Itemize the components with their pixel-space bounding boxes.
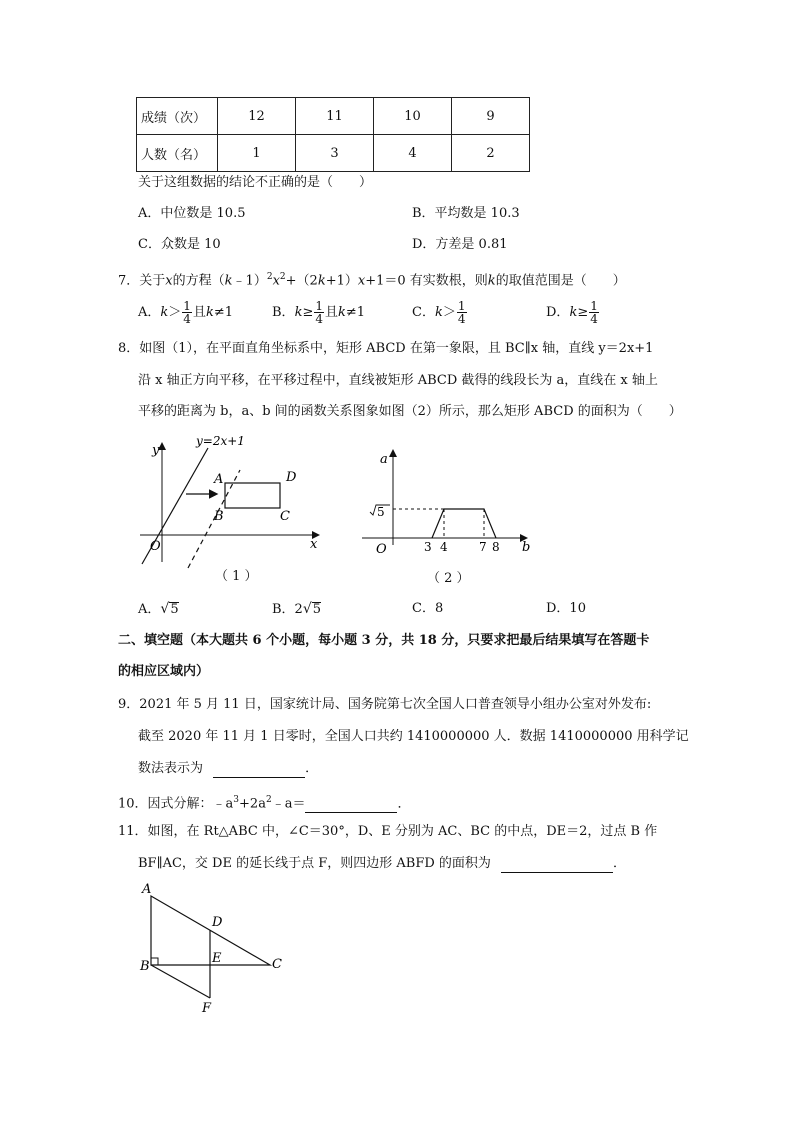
label-a: A — [142, 882, 152, 897]
table-cell: 4 — [374, 135, 452, 172]
q9-line-1: 9．2021 年 5 月 11 日，国家统计局、国务院第七次全国人口普查领导小组办公室对外发布: — [118, 697, 652, 712]
section-2-title-cont: 的相应区域内） — [118, 664, 210, 679]
q8-figure-1 — [130, 430, 330, 590]
label-d: D — [286, 470, 297, 485]
q6-option-c: C．众数是 10 — [138, 237, 221, 252]
answer-blank-q10[interactable] — [305, 798, 397, 813]
label-b: b — [522, 540, 531, 555]
q11-line-2: BF∥AC，交 DE 的延长线于点 F，则四边形 ABFD 的面积为 ． — [138, 856, 627, 871]
q7-stem: 7．关于x的方程$(k﹣1)^2x^2+(2k+1)x+1=0$ 有实数根，则k的取值范围是（ ） — [118, 272, 626, 289]
answer-blank-q11[interactable] — [501, 858, 613, 873]
tick-8: 8 — [492, 540, 500, 554]
label-c: C — [280, 509, 290, 524]
label-origin: O — [376, 542, 387, 557]
q6-stem: 关于这组数据的结论不正确的是（ ） — [138, 175, 373, 190]
q8-option-a: A．√5 — [138, 601, 179, 617]
label-line: y=2x+1 — [196, 434, 245, 448]
label-b: B — [214, 509, 224, 524]
table-cell: 12 — [218, 98, 296, 135]
q7-option-c: C．k＞ $\frac{1}{4}$ — [412, 299, 466, 326]
rectangle-abcd — [225, 483, 280, 508]
q7-number: 7． — [118, 273, 140, 289]
table-row — [137, 135, 530, 172]
q6-option-b: B．平均数是 10.3 — [412, 206, 520, 221]
label-y: y — [152, 443, 160, 458]
label-e: E — [212, 951, 222, 966]
table-header-score: 成绩（次） — [137, 98, 218, 135]
q8-option-b: B．2√5 — [272, 601, 322, 617]
q8-line-2: 沿 x 轴正方向平移，在平移过程中，直线被矩形 ABCD 截得的线段长为 a，直线在 x 轴上 — [138, 373, 658, 388]
q11-figure — [130, 880, 290, 1015]
q8-figure-2 — [360, 445, 540, 565]
q9-line-2: 截至 2020 年 11 月 1 日零时，全国人口共约 1410000000 人．数据 1410000000 用科学记 — [138, 729, 689, 744]
q6-option-a: A．中位数是 10.5 — [138, 206, 246, 221]
label-x: x — [310, 537, 318, 552]
label-d: D — [212, 915, 223, 930]
q8-option-c: C．8 — [412, 601, 444, 616]
label-origin: O — [150, 539, 161, 554]
q8-line-3: 平移的距离为 b，a、b 间的函数关系图象如图（2）所示，那么矩形 ABCD 的面积为（ ） — [138, 404, 682, 419]
q7-option-d: D．k≥ $\frac{1}{4}$ — [546, 299, 598, 326]
table-cell: 11 — [296, 98, 374, 135]
tick-7: 7 — [479, 540, 487, 554]
table-cell: 2 — [452, 135, 530, 172]
fig1-caption: （ 1 ） — [215, 569, 258, 584]
label-a: A — [214, 472, 224, 487]
score-table — [136, 97, 530, 172]
q10-stem: 10．因式分解：$﹣a^3+2a^2﹣a=$ ． — [118, 795, 411, 812]
tick-sqrt5: 5 — [377, 505, 385, 519]
q7-option-a: A．k＞ $\frac{1}{4}$ 且k≠1 — [138, 299, 234, 326]
right-angle-icon — [151, 958, 158, 965]
label-c: C — [272, 957, 282, 972]
q8-option-d: D．10 — [546, 601, 586, 616]
fig2-caption: （ 2 ） — [427, 571, 470, 586]
function-graph — [432, 509, 496, 538]
table-header-count: 人数（名） — [137, 135, 218, 172]
label-a: a — [380, 452, 388, 467]
q7-option-b: B．k≥ $\frac{1}{4}$ 且k≠1 — [272, 299, 366, 326]
segment-bf — [151, 965, 210, 998]
table-cell: 10 — [374, 98, 452, 135]
table-row — [137, 98, 530, 135]
label-b: B — [140, 959, 150, 974]
table-cell: 1 — [218, 135, 296, 172]
table-cell: 3 — [296, 135, 374, 172]
tick-4: 4 — [440, 540, 448, 554]
q6-option-d: D．方差是 0.81 — [412, 237, 508, 252]
tick-3: 3 — [424, 540, 432, 554]
label-f: F — [202, 1001, 212, 1015]
answer-blank-q9[interactable] — [213, 763, 305, 778]
q9-line-3: 数法表示为 ． — [138, 761, 319, 776]
q8-line-1: 8．如图（1），在平面直角坐标系中，矩形 ABCD 在第一象限，且 BC∥x 轴，直线 y＝2x+1 — [118, 341, 654, 356]
table-cell: 9 — [452, 98, 530, 135]
section-2-title: 二、填空题（本大题共 6 个小题，每小题 3 分，共 18 分，只要求把最后结果填写在答题卡 — [118, 633, 650, 648]
q11-line-1: 11．如图，在 Rt△ABC 中，∠C＝30°，D、E 分别为 AC、BC 的中点，DE＝2，过点 B 作 — [118, 824, 658, 839]
